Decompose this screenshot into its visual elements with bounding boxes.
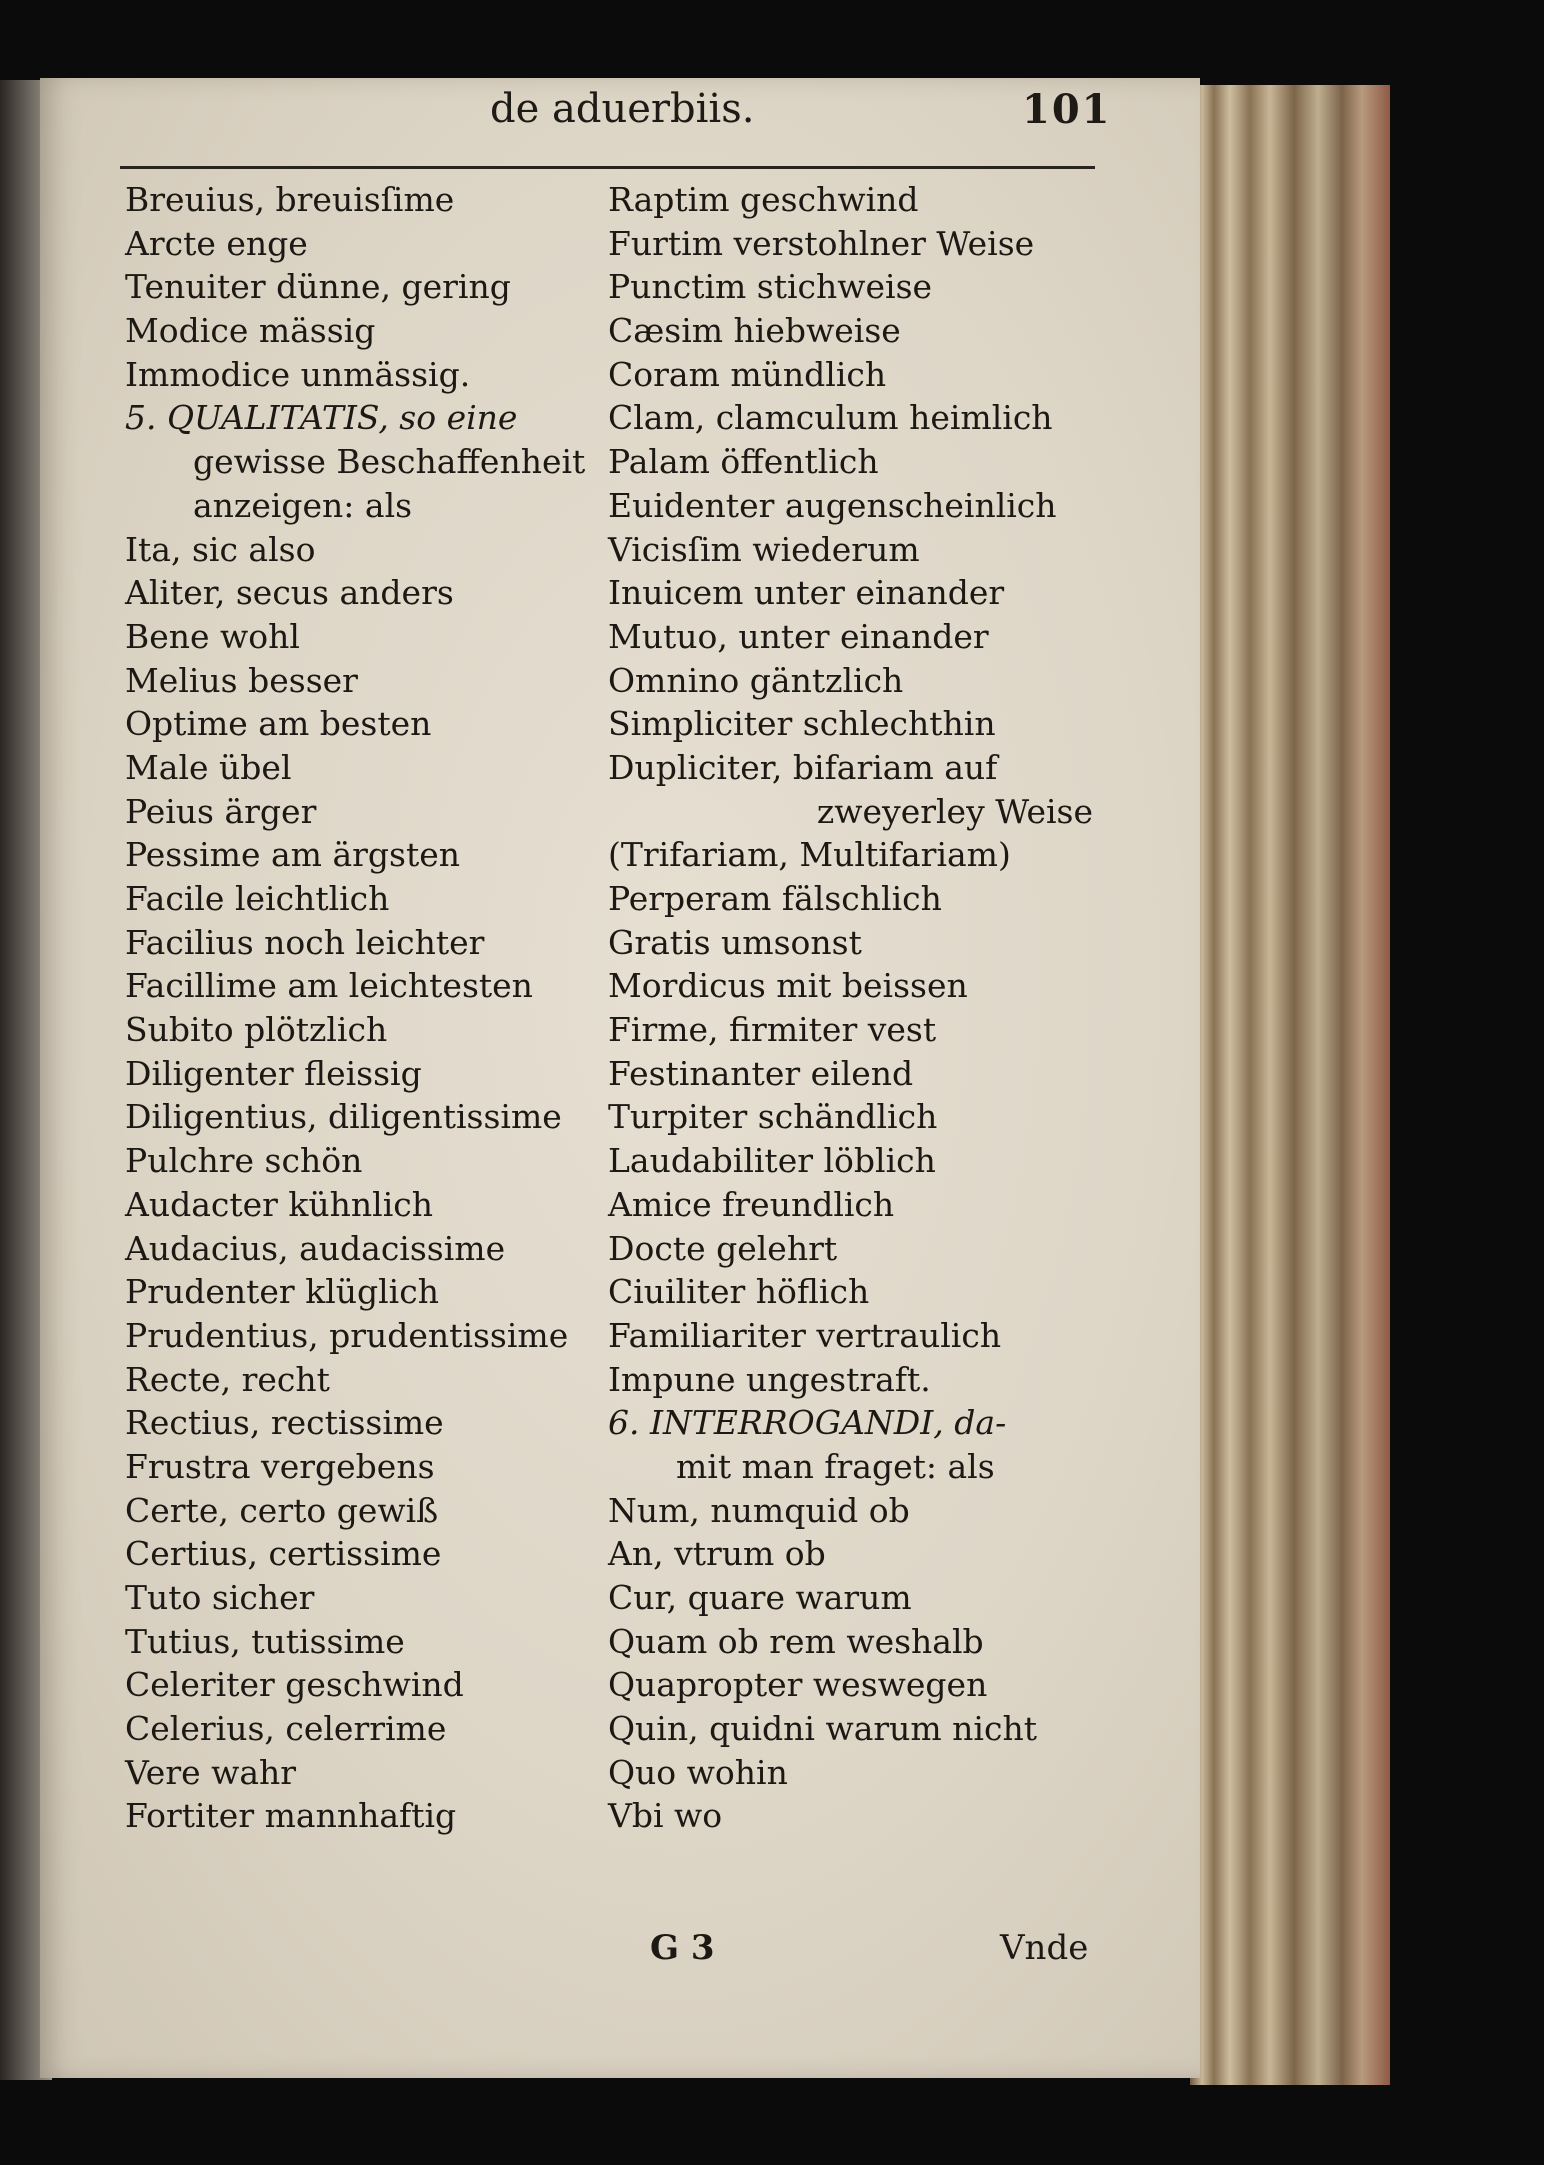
entry: Modice mässig [125,311,376,351]
entry: Pessime am ärgsten [125,835,460,875]
entry: Clam, clamculum heimlich [608,398,1053,438]
right-column [608,178,1103,1838]
entry: Furtim verstohlner Weise [608,223,1035,263]
entry: (Trifariam, Multifariam) [608,835,1011,875]
entry: Quapropter weswegen [608,1665,988,1705]
running-head-title: de aduerbiis. [490,86,755,132]
entry: Festinanter eilend [608,1053,914,1093]
entry: Vbi wo [608,1796,723,1836]
entry: Omnino gäntzlich [608,660,904,700]
entry: Palam öffentlich [608,442,879,482]
entry: Cur, quare warum [608,1578,912,1617]
entry: Pulchre schön [125,1141,363,1181]
entry: Diligentius, diligentissime [125,1097,562,1137]
entry: anzeigen: als [193,485,413,525]
entry: Euidenter augenscheinlich [608,485,1057,525]
entry: Diligenter fleissig [125,1053,422,1093]
entry: Subito plötzlich [125,1010,388,1050]
entry: Celerius, celerrime [125,1709,447,1749]
entry: Vere wahr [125,1752,297,1792]
entry: Arcte enge [125,223,308,263]
entry: Perperam fälschlich [608,879,942,918]
entry: Celeriter geschwind [125,1665,464,1705]
entry: Laudabiliter löblich [608,1141,936,1181]
entry: Facillime am leichtesten [125,966,533,1006]
entry: Facile leichtlich [125,879,390,918]
header-rule [120,166,1095,169]
entry: Quo wohin [608,1752,788,1792]
entry: Tutius, tutissime [125,1621,405,1661]
entry: Tuto sicher [125,1578,315,1617]
entry: Audacius, audacissime [125,1228,506,1268]
entry: Coram mündlich [608,354,887,394]
signature-mark: G 3 [650,1928,715,1968]
page-edges [1190,85,1390,2085]
entry: Num, numquid ob [608,1490,910,1530]
entry: Aliter, secus anders [125,573,454,613]
entry: Prudenter klüglich [125,1272,439,1312]
entry: Immodice unmässig. [125,354,471,394]
entry: Gratis umsonst [608,922,862,962]
entry: Raptim geschwind [608,180,919,219]
entry: Turpiter schändlich [608,1097,938,1137]
entry: Male übel [125,747,292,787]
entry: zweyerley Weise [816,791,1093,831]
entry: Facilius noch leichter [125,922,485,962]
entry: Quin, quidni warum nicht [608,1709,1037,1749]
entry: Prudentius, prudentissime [125,1315,569,1355]
entry: Dupliciter, bifariam auf [608,747,998,787]
entry: Certe, certo gewiß [125,1490,439,1530]
entry: Familiariter vertraulich [608,1315,1002,1355]
entry: Inuicem unter einander [608,573,1005,613]
entry: Audacter kühnlich [125,1184,434,1224]
left-column [125,178,625,1838]
entry: Vicisſim wiederum [608,529,920,569]
entry: Ciuiliter höflich [608,1272,870,1312]
entry: Certius, certissime [125,1534,442,1574]
entry: Simpliciter schlechthin [608,704,996,744]
entry: Impune ungestraft. [608,1359,931,1399]
entry: Mordicus mit beissen [608,966,968,1006]
entry: Ita, sic also [125,529,316,569]
entry: Melius besser [125,660,358,700]
entry: Amice freundlich [608,1184,895,1224]
entry: Quam ob rem weshalb [608,1621,984,1661]
entry: Frustra vergebens [125,1446,435,1486]
entry: Breuius, breuisſime [125,180,455,219]
entry: An, vtrum ob [608,1534,826,1574]
entry: Cæsim hiebweise [608,311,901,351]
entry: Fortiter mannhaftig [125,1796,457,1836]
entry: Mutuo, unter einander [608,616,989,656]
catchword: Vnde [1000,1928,1089,1968]
section-heading: 6. INTERROGANDI, da- [608,1403,1007,1443]
page-number: 101 [1022,86,1112,133]
entry: Firme, firmiter vest [608,1010,937,1050]
entry: Tenuiter dünne, gering [125,267,511,307]
entry: Punctim stichweise [608,267,933,307]
entry: Peius ärger [125,791,317,831]
entry: Recte, recht [125,1359,330,1399]
entry: mit man fraget: als [676,1446,995,1486]
section-heading: 5. QUALITATIS, so eine [125,398,518,438]
entry: gewisse Beschaffenheit [193,442,586,482]
entry: Bene wohl [125,616,300,656]
entry: Optime am besten [125,704,432,744]
entry: Rectius, rectissime [125,1403,444,1443]
entry: Docte gelehrt [608,1228,838,1268]
